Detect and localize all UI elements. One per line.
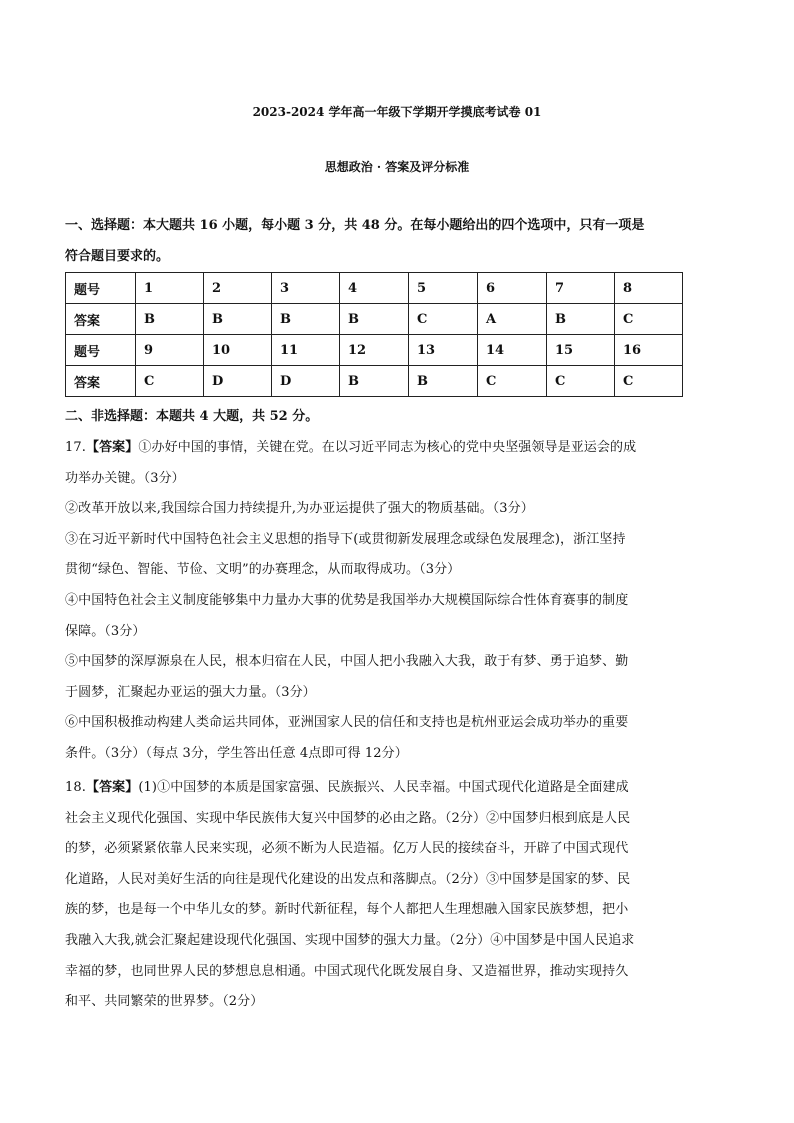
answer-line: ⑥中国积极推动构建人类命运共同体，亚洲国家人民的信任和支持也是杭州亚运会成功举办的重要 [65,715,629,731]
table-cell: B [547,304,615,335]
table-cell: 11 [272,335,340,366]
answer-line: 幸福的梦，也同世界人民的梦想息息相通。中国式现代化既发展自身、又造福世界，推动实现持久 [65,963,629,979]
question-17-answer [65,433,685,770]
table-cell: 题号 [66,273,136,304]
table-cell: C [547,366,615,397]
table-cell: 5 [409,273,478,304]
section-1-heading-line: 一、选择题：本大题共 16 小题，每小题 3 分，共 48 分。在每小题给出的四个选项中，只有一项是 [65,218,645,233]
table-cell: B [340,366,409,397]
answer-line [65,433,685,464]
answer-line: 于圆梦，汇聚起办亚运的强大力量。（3分） [65,684,316,700]
section-1-heading [65,210,685,272]
table-cell: 7 [547,273,615,304]
answer-line: 我融入大我,就会汇聚起建设现代化强国、实现中国梦的强大力量。（2分）④中国梦是中国人民追求 [65,932,635,948]
answer-line: 化道路，人民对美好生活的向往是现代化建设的出发点和落脚点。（2分）③中国梦是国家的梦、民 [65,871,631,887]
question-18-answer [65,773,685,1018]
answer-line: 和平、共同繁荣的世界梦。（2分） [65,994,264,1010]
exam-subtitle: 思想政治 · 答案及评分标准 [324,160,470,174]
table-cell: C [409,304,478,335]
table-cell: A [478,304,547,335]
table-cell: 1 [136,273,204,304]
answer-line: ③在习近平新时代中国特色社会主义思想的指导下(或贯彻新发展理念或绿色发展理念)，浙江坚持 [65,531,626,547]
answer-tag: 【答案】 [85,780,139,795]
table-cell: 3 [272,273,340,304]
table-cell: 答案 [66,366,136,397]
table-row [66,273,683,304]
table-cell: B [272,304,340,335]
table-cell: C [615,304,683,335]
answer-line: 族的梦，也是每一个中华儿女的梦。新时代新征程，每个人都把人生理想融入国家民族梦想，把小 [65,902,629,918]
answer-line: ②改革开放以来,我国综合国力持续提升,为办亚运提供了强大的物质基础。（3分） [65,501,534,517]
table-cell: 题号 [66,335,136,366]
table-cell: B [136,304,204,335]
answer-tag: 【答案】 [85,440,139,455]
table-row [66,366,683,397]
answer-line: 贯彻“绿色、智能、节俭、文明”的办赛理念，从而取得成功。（3分） [65,562,461,578]
question-number: 17. [65,440,86,455]
answer-line: ⑤中国梦的深厚源泉在人民，根本归宿在人民，中国人把小我融入大我，敢于有梦、勇于追梦、勤 [65,654,629,670]
table-cell: 答案 [66,304,136,335]
section-1-heading-line: 符合题目要求的。 [65,249,170,264]
table-cell: 2 [204,273,272,304]
table-cell: 10 [204,335,272,366]
answer-text: ①办好中国的事情，关键在党。在以习近平同志为核心的党中央坚强领导是亚运会的成 [138,440,637,455]
answer-line: 功举办关键。（3分） [65,470,185,486]
table-cell: 14 [478,335,547,366]
table-cell: B [340,304,409,335]
section-2-heading: 二、非选择题：本题共 4 大题，共 52 分。 [65,409,319,424]
table-cell: D [204,366,272,397]
table-cell: C [136,366,204,397]
table-cell: C [615,366,683,397]
answer-table [65,272,683,397]
exam-title: 2023-2024 学年高一年级下学期开学摸底考试卷 01 [252,105,542,119]
table-cell: B [204,304,272,335]
answer-line [65,773,685,804]
answer-line: 的梦，必须紧紧依靠人民来实现，必须不断为人民造福。亿万人民的接续奋斗，开辟了中国式现代 [65,841,629,857]
table-cell: 13 [409,335,478,366]
table-cell: B [409,366,478,397]
table-cell: 12 [340,335,409,366]
table-cell: C [478,366,547,397]
table-cell: 6 [478,273,547,304]
question-number: 18. [65,780,86,795]
answer-line: 社会主义现代化强国、实现中华民族伟大复兴中国梦的必由之路。（2分）②中国梦归根到底是人民 [65,810,631,826]
table-cell: 4 [340,273,409,304]
table-cell: 9 [136,335,204,366]
table-cell: 8 [615,273,683,304]
table-cell: D [272,366,340,397]
table-cell: 16 [615,335,683,366]
table-row [66,335,683,366]
answer-line: 条件。（3分）（每点 3分，学生答出任意 4点即可得 12分） [65,745,408,761]
table-cell: 15 [547,335,615,366]
answer-line: 保障。（3分） [65,623,146,639]
answer-line: ④中国特色社会主义制度能够集中力量办大事的优势是我国举办大规模国际综合性体育赛事的制度 [65,592,629,608]
answer-text: (1)①中国梦的本质是国家富强、民族振兴、人民幸福。中国式现代化道路是全面建成 [138,780,629,795]
table-row [66,304,683,335]
